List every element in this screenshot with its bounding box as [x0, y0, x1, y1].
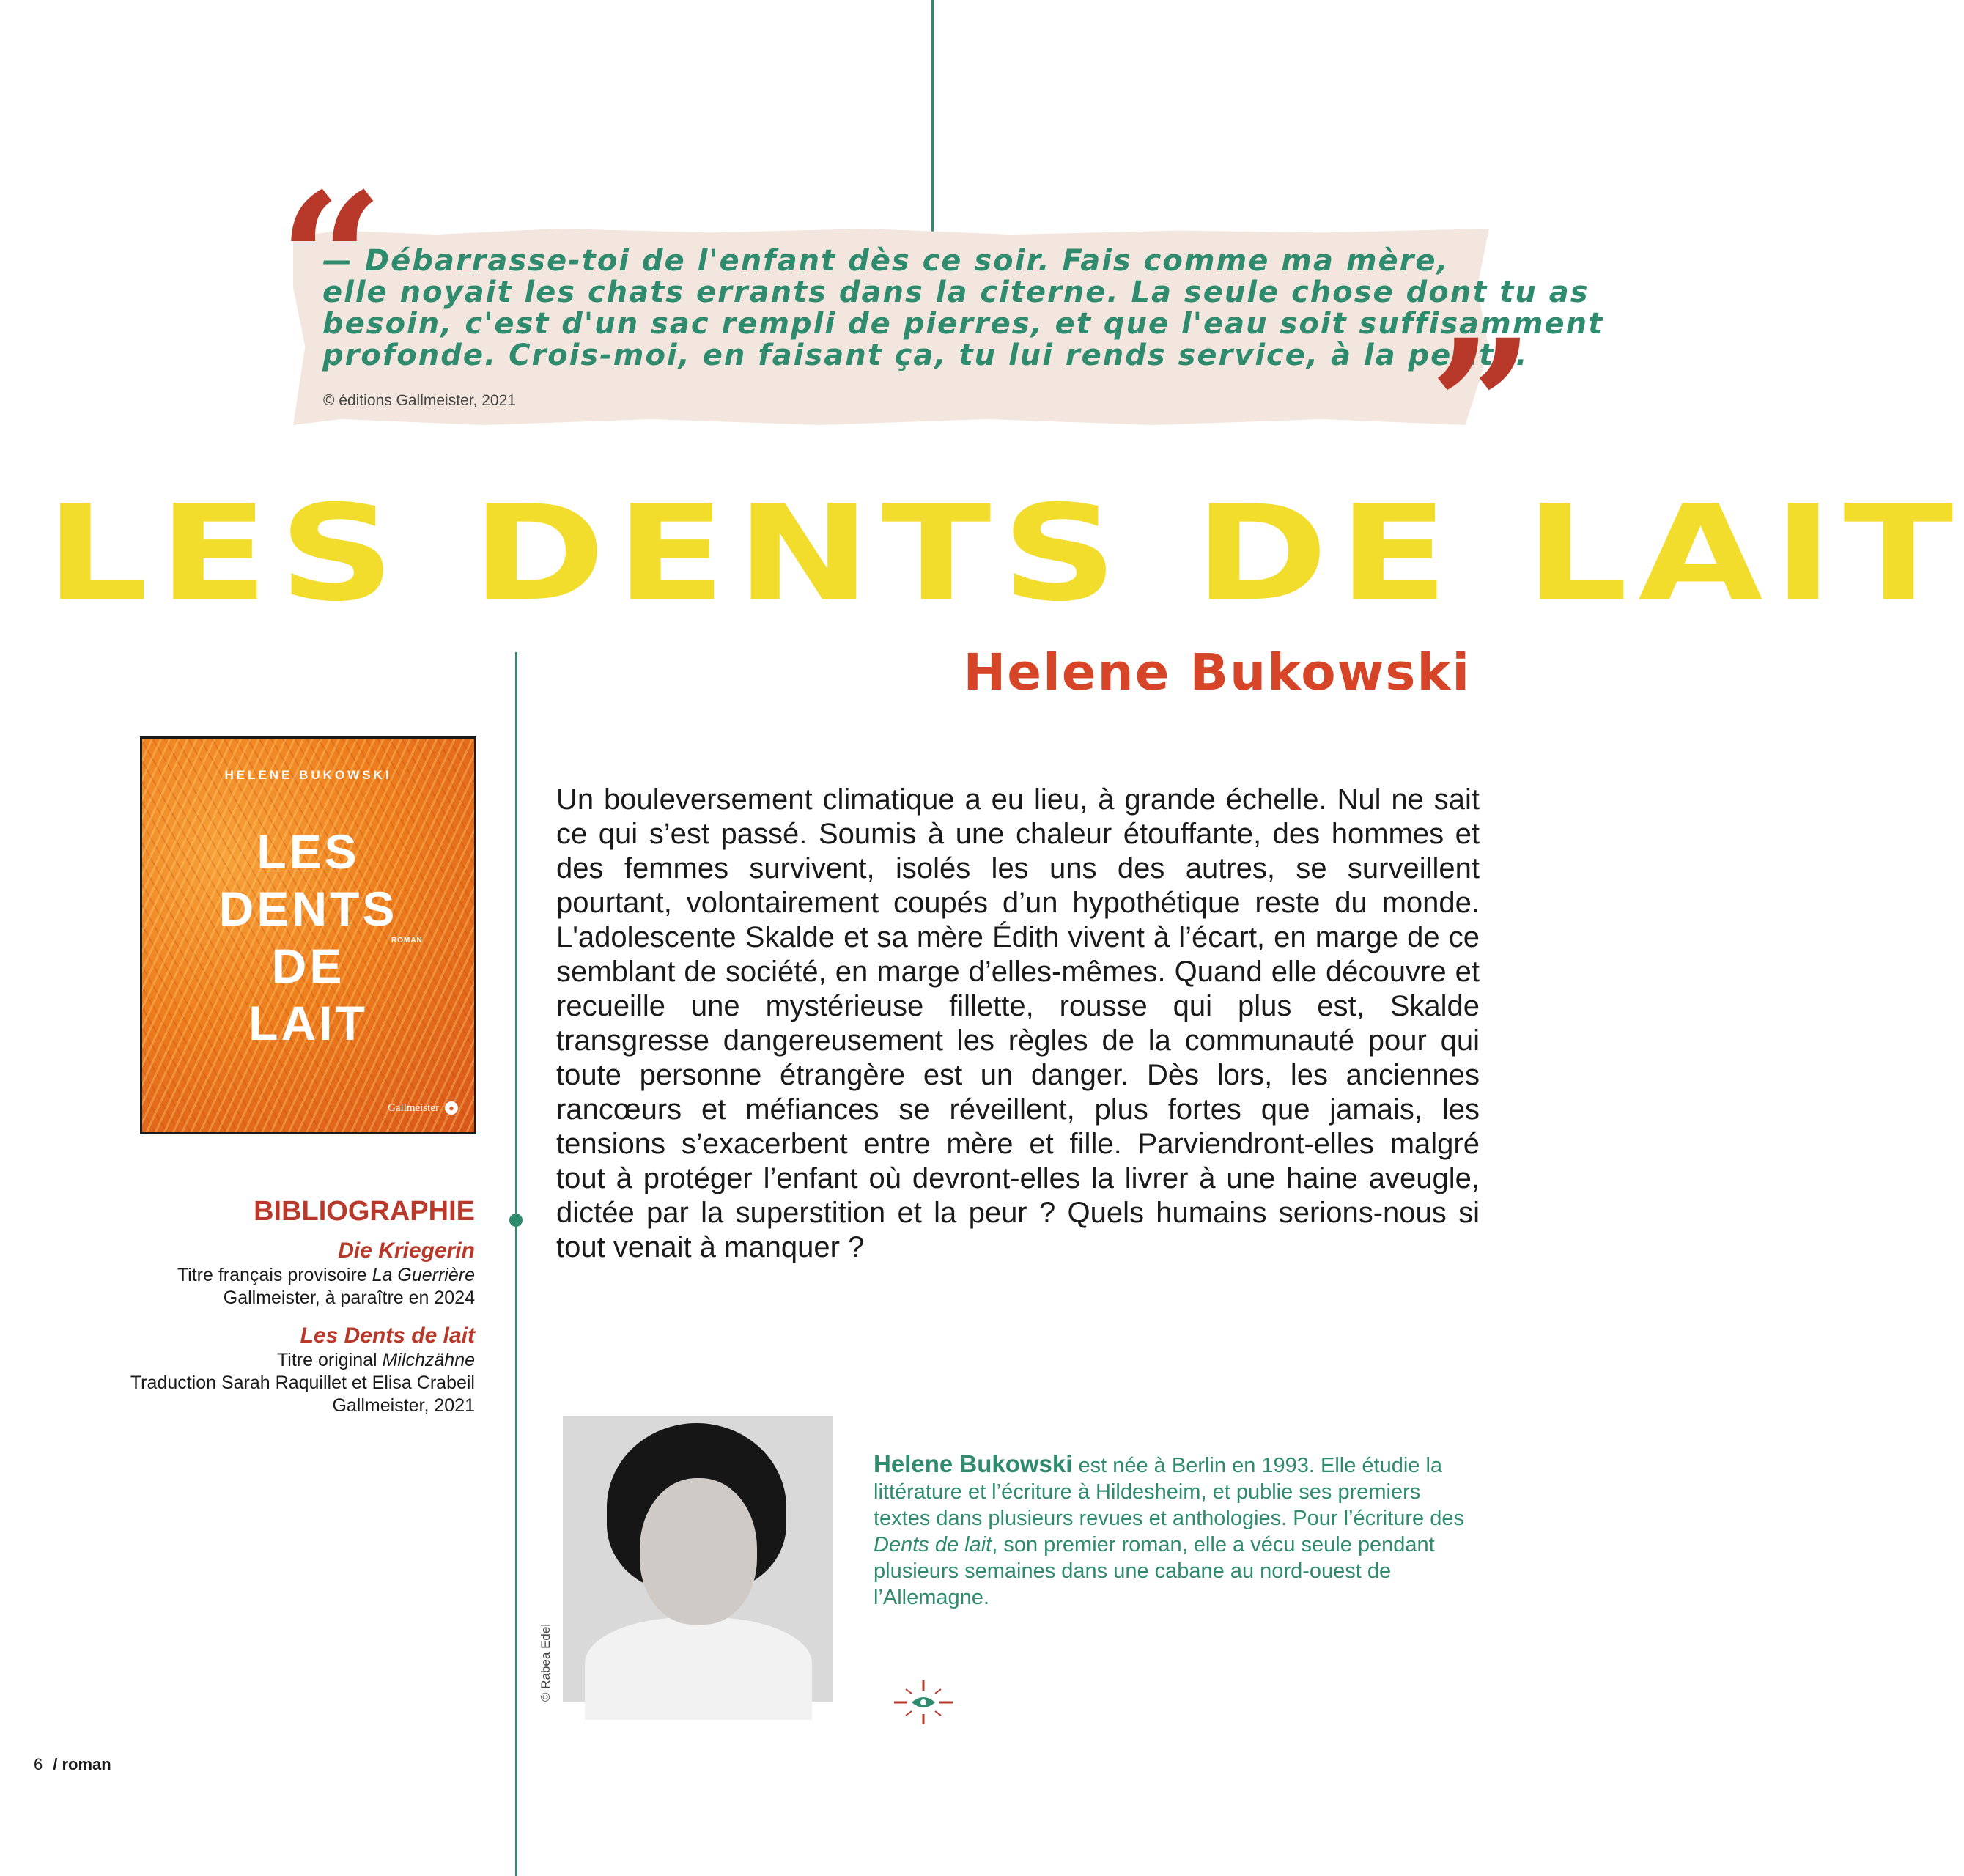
cover-publisher: Gallmeister: [388, 1102, 439, 1114]
open-quote-mark: “: [278, 152, 384, 368]
detail-italic-title: Milchzähne: [382, 1350, 475, 1370]
section-label: / roman: [53, 1755, 111, 1773]
bio-text: est née à Berlin en 1993. Elle étudie la littérature et l’écriture à Hildesheim, et publie ses premiers textes dans plusieurs revues et anthologies. Pour l’écriture des: [874, 1454, 1464, 1530]
bibliography-title: Les Dents de lait: [300, 1323, 475, 1348]
page-number: 6: [34, 1755, 43, 1773]
author-photo: [563, 1416, 833, 1702]
paw-logo-icon: ●: [445, 1101, 458, 1115]
bio-italic-title: Dents de lait: [874, 1533, 992, 1556]
bibliography-detail: Gallmeister, 2021: [332, 1395, 475, 1416]
quote-credit: © éditions Gallmeister, 2021: [323, 392, 516, 409]
bibliography-entry: [29, 1238, 475, 1310]
author-bio: [874, 1451, 1482, 1611]
photo-shirt: [585, 1617, 812, 1720]
detail-italic-title: La Guerrière: [372, 1265, 475, 1285]
pull-quote: [322, 244, 1604, 372]
vertical-rule-main: [515, 652, 517, 1876]
page-footer: [34, 1755, 111, 1774]
bibliography-detail: [29, 1349, 475, 1372]
vertical-rule-top: [931, 0, 934, 238]
bibliography-detail: Gallmeister, à paraître en 2024: [223, 1288, 475, 1308]
author-name: Helene Bukowski: [963, 643, 1471, 702]
quote-line: profonde. Crois-moi, en faisant ça, tu lui rends service, à la petite.: [322, 339, 1529, 372]
bibliography-entry: [29, 1323, 475, 1417]
quote-line: besoin, c'est d'un sac rempli de pierres, et que l'eau soit suffisamment: [322, 307, 1604, 341]
photo-face: [640, 1478, 757, 1625]
bibliography-detail: [29, 1264, 475, 1287]
ornament-icon: [894, 1680, 953, 1724]
quote-line: elle noyait les chats errants dans la citerne. La seule chose dont tu as: [322, 276, 1590, 309]
book-title: LES DENTS DE LAIT: [45, 476, 1964, 631]
close-quote-mark: ”: [1429, 299, 1535, 514]
cover-title: LES DENTS DE LAIT: [218, 824, 398, 1050]
detail-prefix: Titre original: [276, 1350, 383, 1370]
detail-prefix: Titre français provisoire: [177, 1265, 372, 1285]
quote-line: — Débarrasse-toi de l'enfant dès ce soir. Fais comme ma mère,: [322, 244, 1450, 278]
bibliography-detail: Traduction Sarah Raquillet et Elisa Crabeil: [130, 1373, 475, 1393]
bibliography-title: Die Kriegerin: [338, 1238, 475, 1263]
cover-genre: ROMAN: [391, 937, 423, 945]
bibliography-heading: BIBLIOGRAPHIE: [254, 1196, 475, 1227]
rule-dot: [509, 1214, 523, 1227]
bibliography: [29, 1196, 475, 1430]
synopsis: Un bouleversement climatique a eu lieu, à grande échelle. Nul ne sait ce qui s’est passé. Soumis à une chaleur étouffante, des hommes et des femmes survivent, isolés les uns des autres, se surveillent pourtant, volontairement coupés d’un hypothétique reste du monde. L'adolescente Skalde et sa mère Édith vivent à l’écart, en marge de ce semblant de société, en marge d’elles-mêmes. Quand elle découvre et recueille une mystérieuse fillette, rousse qui plus est, Skalde transgresse dangereusement les règles de la communauté pour qui toute personne étrangère est un danger. Dès lors, les anciennes rancœurs et méfiances se réveillent, plus fortes que jamais, les tensions s’exacerbent entre mère et fille. Parviendront-elles malgré tout à protéger l’enfant où devront-elles la livrer à une haine aveugle, dictée par la superstition et la peur ? Quels humains serions-nous si tout venait à manquer ?: [556, 783, 1480, 1263]
book-cover: [140, 736, 476, 1134]
photo-credit: © Rabea Edel: [539, 1623, 553, 1702]
cover-author: HELENE BUKOWSKI: [224, 768, 392, 782]
bio-text: , son premier roman, elle a vécu seule pendant plusieurs semaines dans une cabane au nord-ouest de l’Allemagne.: [874, 1533, 1435, 1609]
bio-author-name: Helene Bukowski: [874, 1450, 1073, 1477]
